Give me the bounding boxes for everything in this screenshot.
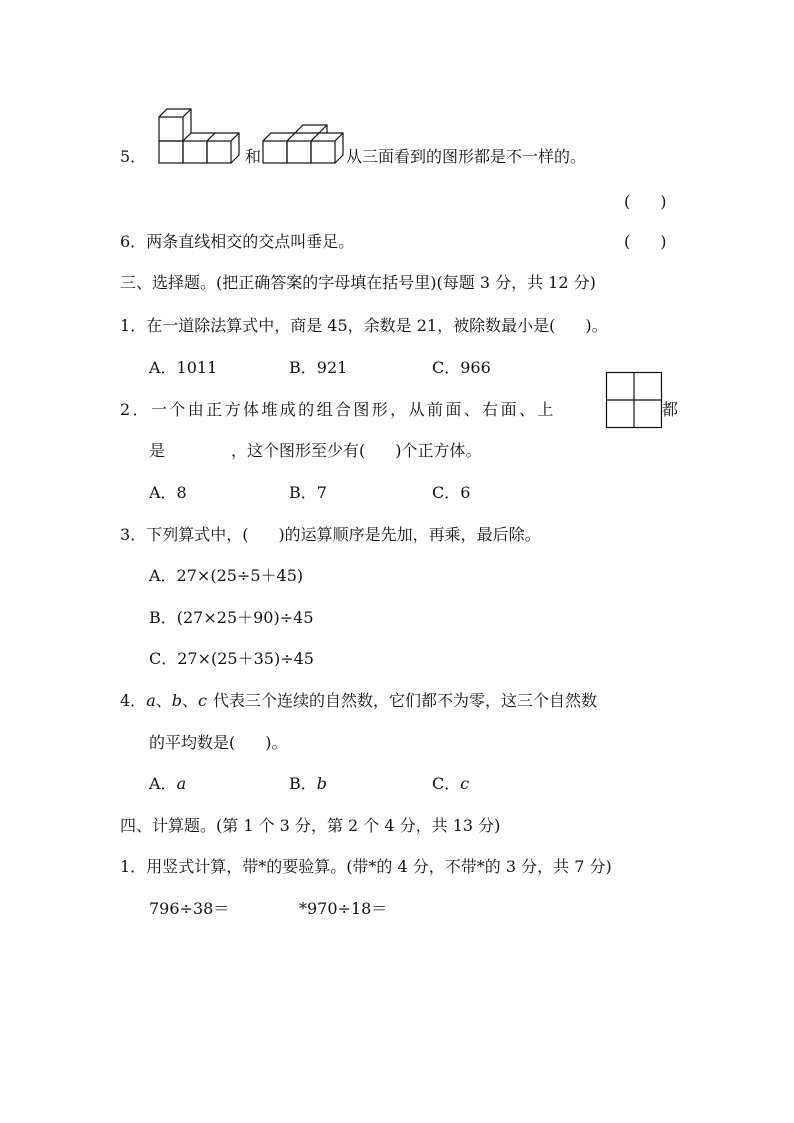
question-number: 3． xyxy=(120,525,147,544)
choice-q4-line1: 4．a、b、c 代表三个连续的自然数，它们都不为零，这三个自然数 xyxy=(120,691,597,710)
calc-q1: 1．用竖式计算，带*的要验算。(带*的 4 分，不带*的 3 分，共 7 分) xyxy=(120,857,612,876)
choice-q2-line2: 是 ，这个图形至少有( )个正方体。 xyxy=(149,441,482,460)
choice-q1-option-b[interactable]: B．921 xyxy=(289,358,348,377)
choice-q1-option-c[interactable]: C．966 xyxy=(432,358,491,377)
choice-q3: 3．下列算式中，( )的运算顺序是先加，再乘，最后除。 xyxy=(120,525,541,544)
choice-q2-option-a[interactable]: A．8 xyxy=(149,483,187,502)
choice-q3-option-c[interactable]: C．27×(25＋35)÷45 xyxy=(149,649,314,668)
choice-q4-option-c[interactable]: C．c xyxy=(432,774,470,793)
answer-parentheses-q6[interactable]: ( ) xyxy=(624,232,667,251)
choice-q1-option-a[interactable]: A．1011 xyxy=(149,358,218,377)
question-number: 6． xyxy=(120,232,147,251)
choice-q2-option-b[interactable]: B．7 xyxy=(289,483,327,502)
cube-figure-a-icon xyxy=(158,105,242,165)
question-number: 1． xyxy=(120,316,147,335)
choice-q3-option-b[interactable]: B．(27×25＋90)÷45 xyxy=(149,608,314,627)
choice-q4-option-a[interactable]: A．a xyxy=(149,774,187,793)
cube-figure-b-icon xyxy=(262,123,346,165)
choice-q3-option-a[interactable]: A．27×(25÷5＋45) xyxy=(149,566,304,585)
choice-q2-option-c[interactable]: C．6 xyxy=(432,483,471,502)
question-number: 5． xyxy=(120,147,147,166)
choice-q4-option-b[interactable]: B．b xyxy=(289,774,328,793)
question-number: 4． xyxy=(120,691,147,710)
judge-q5-he: 和 xyxy=(245,147,262,166)
choice-q2-line1: 2．一个由正方体堆成的组合图形，从前面、右面、上 xyxy=(120,400,556,419)
grid-view-icon xyxy=(606,372,662,428)
calc-expression-2: *970÷18＝ xyxy=(299,899,388,918)
judge-q5-text: 从三面看到的图形都是不一样的。 xyxy=(346,147,587,166)
judge-q5 xyxy=(120,147,146,167)
section-4-title: 四、计算题。(第 1 个 3 分，第 2 个 4 分，共 13 分) xyxy=(120,816,501,835)
choice-q4-line2: 的平均数是( )。 xyxy=(149,733,288,752)
calc-expression-1: 796÷38＝ xyxy=(149,899,230,918)
choice-q2-line1-tail: 都 xyxy=(662,400,679,419)
question-number: 1． xyxy=(120,857,147,876)
answer-parentheses-q5[interactable]: ( ) xyxy=(624,192,667,211)
section-3-title: 三、选择题。(把正确答案的字母填在括号里)(每题 3 分，共 12 分) xyxy=(120,273,596,292)
judge-q6: 6．两条直线相交的交点叫垂足。 xyxy=(120,232,355,251)
question-number: 2． xyxy=(120,400,151,419)
choice-q1: 1．在一道除法算式中，商是 45，余数是 21，被除数最小是( )。 xyxy=(120,316,608,335)
